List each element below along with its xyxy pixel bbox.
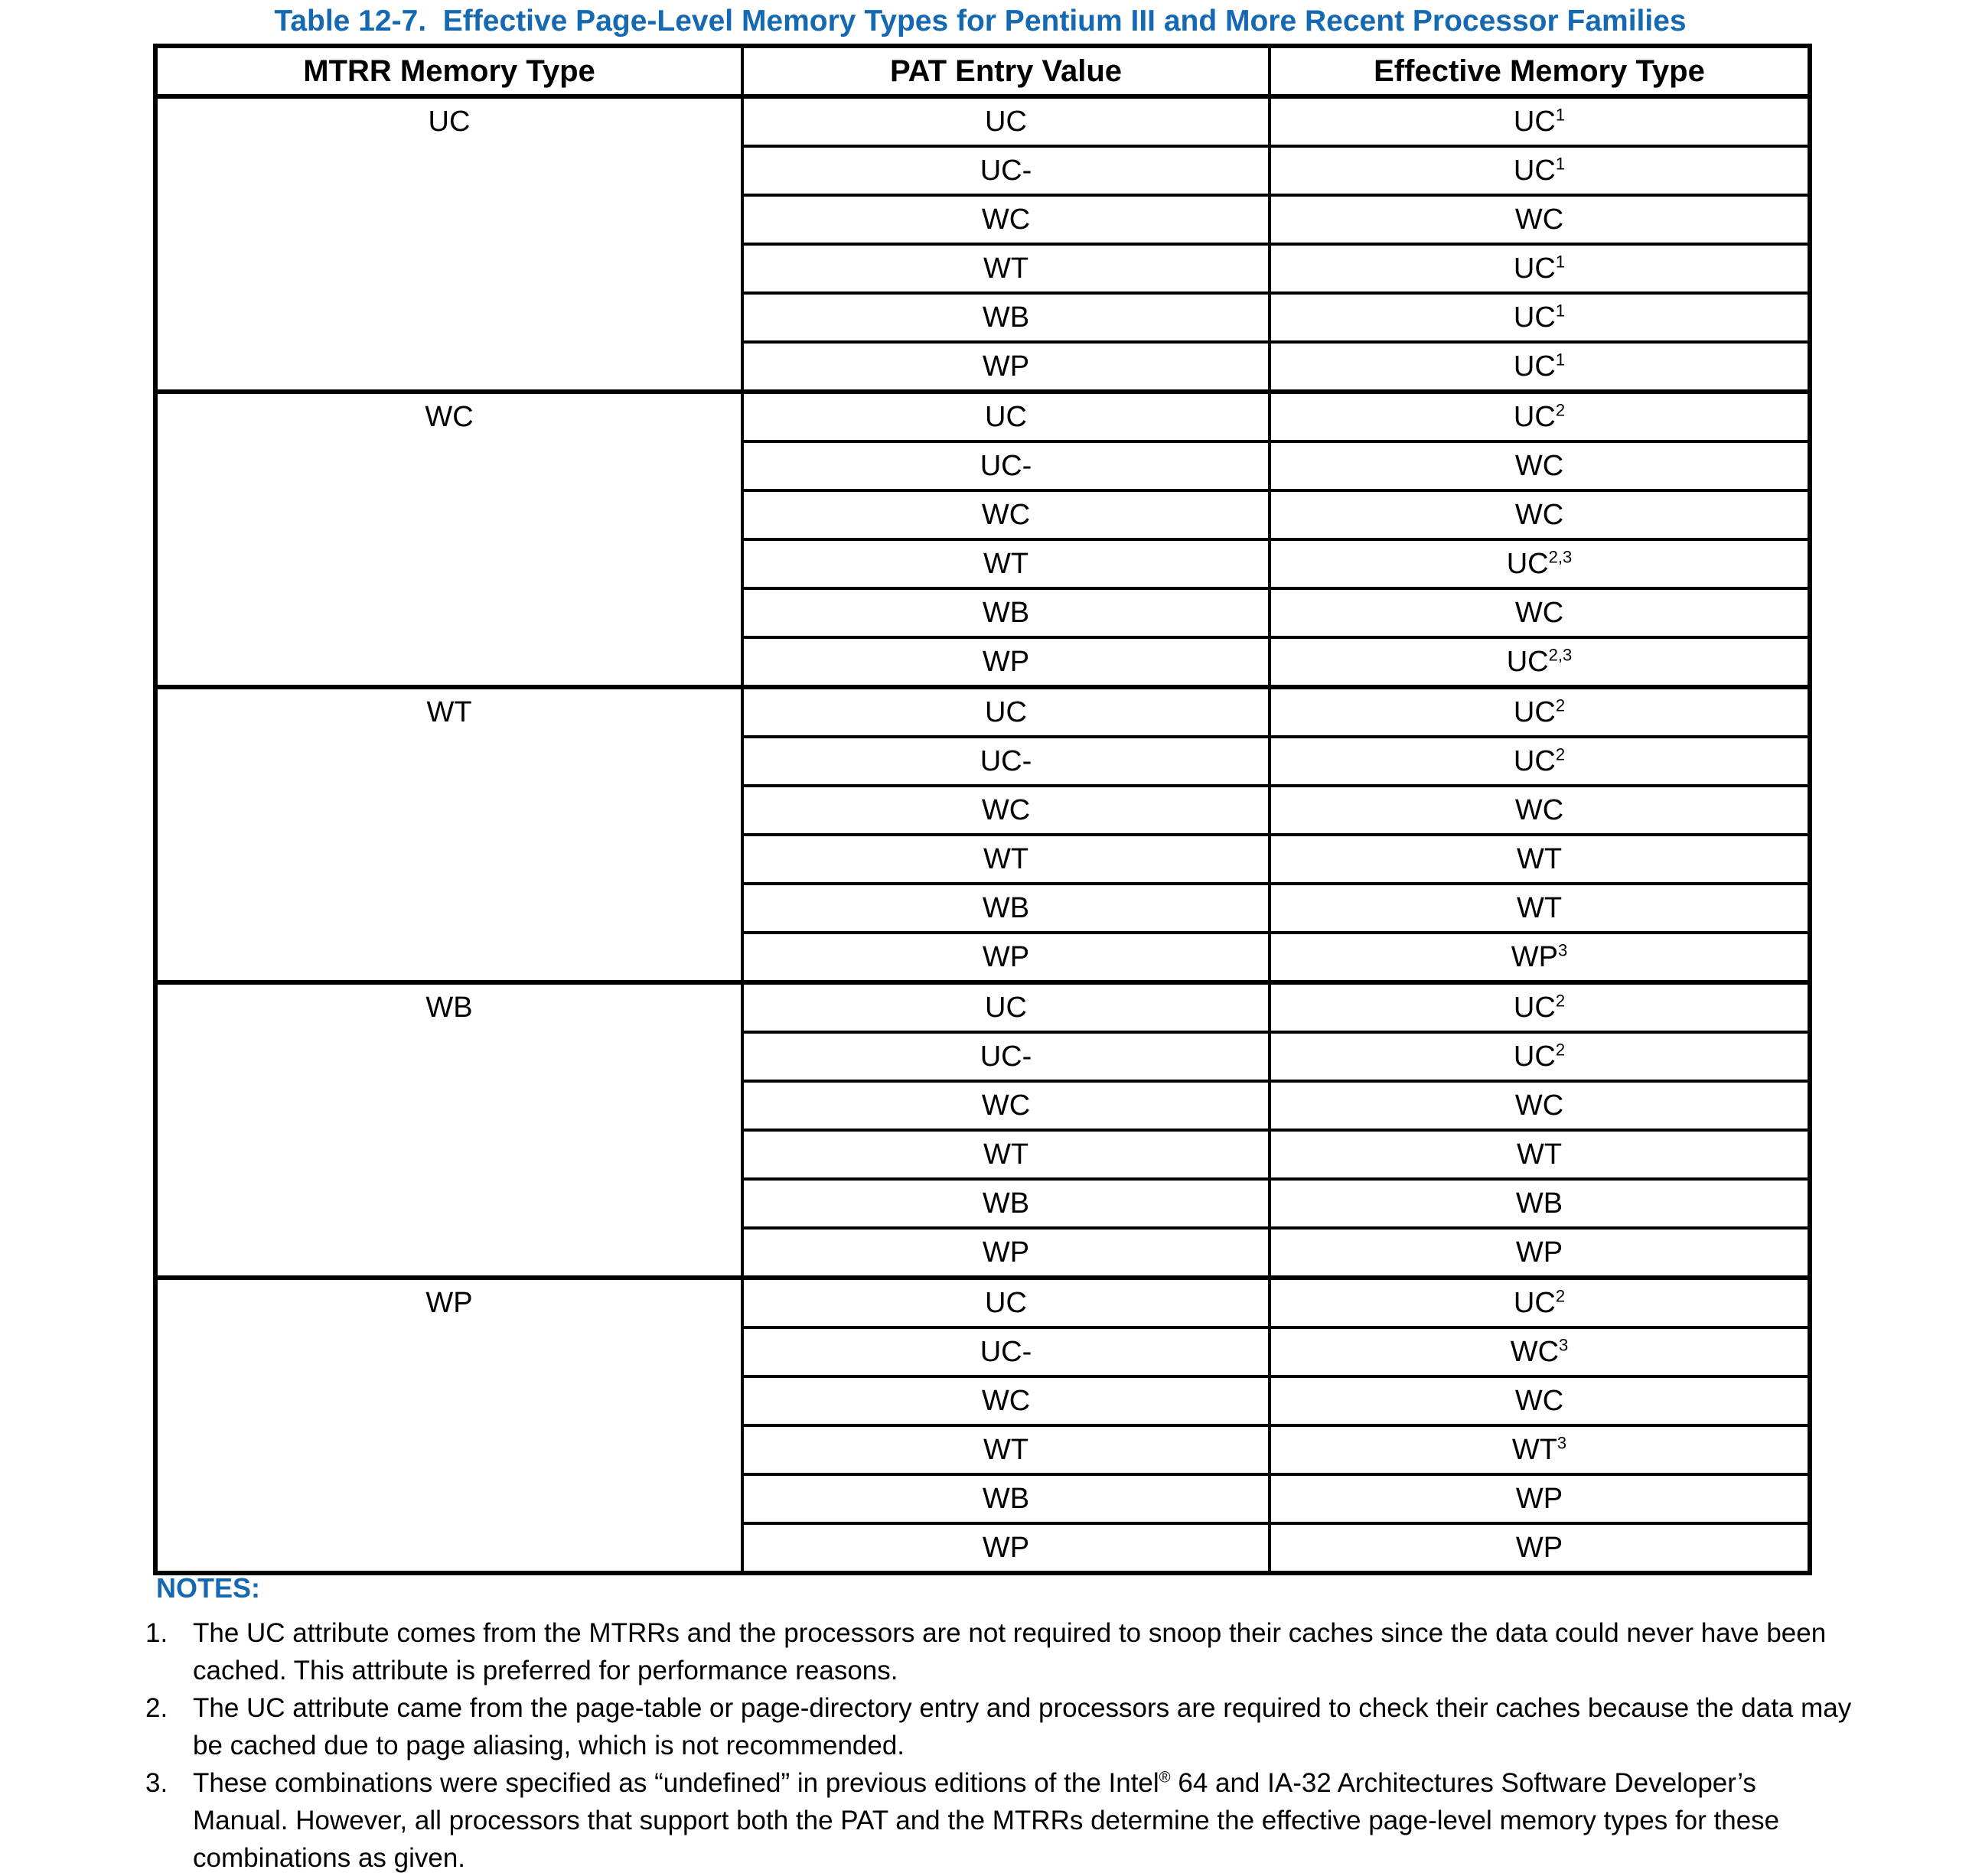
effective-type-cell: WP	[1270, 1523, 1810, 1573]
note-number: 1.	[145, 1618, 168, 1648]
effective-type-cell: UC$^1$	[1270, 244, 1810, 293]
effective-type-cell: WC	[1270, 195, 1810, 244]
table-row	[155, 687, 1810, 737]
registered-mark: ®	[1159, 1769, 1171, 1786]
mtrr-type-cell: UC	[155, 96, 742, 392]
col-header-pat-entry-value: PAT Entry Value	[742, 46, 1270, 96]
effective-type-cell: WC	[1270, 588, 1810, 637]
effective-type-cell: UC$^1$	[1270, 146, 1810, 195]
footnote-ref: 2	[1555, 991, 1566, 1011]
pat-entry-cell: WP	[742, 1523, 1270, 1573]
pat-entry-cell: WP	[742, 342, 1270, 392]
footnote-ref: 2	[1555, 1286, 1566, 1306]
footnote-ref: 2,3	[1548, 547, 1573, 567]
pat-entry-cell: WC	[742, 1081, 1270, 1130]
pat-entry-cell: WC	[742, 786, 1270, 835]
pat-entry-cell: WB	[742, 588, 1270, 637]
effective-type-cell: UC$^{2,3}$	[1270, 539, 1810, 588]
effective-type-cell: WC	[1270, 1376, 1810, 1425]
effective-type-cell: WC$^3$	[1270, 1327, 1810, 1376]
col-header-mtrr-memory-type: MTRR Memory Type	[155, 46, 742, 96]
footnote-ref: 2,3	[1548, 645, 1573, 665]
effective-type-cell: WC	[1270, 490, 1810, 539]
note-item-1	[145, 1614, 1856, 1689]
pat-entry-cell: WB	[742, 884, 1270, 933]
mtrr-type-cell: WP	[155, 1278, 742, 1573]
pat-entry-cell: UC-	[742, 441, 1270, 490]
footnote-ref: 1	[1555, 105, 1566, 125]
col-header-effective-memory-type: Effective Memory Type	[1270, 46, 1810, 96]
footnote-ref: 2	[1555, 695, 1566, 715]
pat-entry-cell: UC-	[742, 146, 1270, 195]
pat-entry-cell: WT	[742, 244, 1270, 293]
effective-type-cell: WC	[1270, 1081, 1810, 1130]
effective-type-cell: WT	[1270, 835, 1810, 884]
pat-entry-cell: UC	[742, 392, 1270, 441]
effective-type-cell: UC$^2$	[1270, 687, 1810, 737]
pat-entry-cell: WT	[742, 539, 1270, 588]
memory-types-table	[153, 44, 1812, 1575]
effective-type-cell: UC$^2$	[1270, 1278, 1810, 1327]
effective-type-cell: WB	[1270, 1179, 1810, 1228]
effective-type-cell: WP	[1270, 1228, 1810, 1278]
note-number: 3.	[145, 1768, 168, 1798]
note-item-2	[145, 1689, 1856, 1764]
footnote-ref: 2	[1555, 1040, 1566, 1060]
pat-entry-cell: WP	[742, 1228, 1270, 1278]
footnote-ref: 3	[1557, 1433, 1567, 1453]
pat-entry-cell: WP	[742, 637, 1270, 687]
footnote-ref: 3	[1557, 940, 1568, 960]
effective-type-cell: WT	[1270, 1130, 1810, 1179]
pat-entry-cell: UC-	[742, 737, 1270, 786]
notes-heading: NOTES:	[156, 1572, 261, 1604]
effective-type-cell: WP$^3$	[1270, 933, 1810, 982]
pat-entry-cell: WC	[742, 1376, 1270, 1425]
pat-entry-cell: UC-	[742, 1032, 1270, 1081]
note-text: The UC attribute came from the page-table or page-directory entry and processors are required to check their caches because the data may be cached due to page aliasing, which is not recommended.	[193, 1693, 1852, 1760]
footnote-ref: 2	[1555, 400, 1566, 420]
pat-entry-cell: UC-	[742, 1327, 1270, 1376]
pat-entry-cell: UC	[742, 96, 1270, 146]
pat-entry-cell: WB	[742, 1179, 1270, 1228]
effective-type-cell: UC$^2$	[1270, 982, 1810, 1032]
footnote-ref: 1	[1555, 154, 1566, 174]
table-row	[155, 1278, 1810, 1327]
effective-type-cell: WT$^3$	[1270, 1425, 1810, 1474]
effective-type-cell: UC$^1$	[1270, 342, 1810, 392]
mtrr-type-cell: WC	[155, 392, 742, 687]
effective-type-cell: WC	[1270, 786, 1810, 835]
effective-type-cell: UC$^2$	[1270, 392, 1810, 441]
pat-entry-cell: UC	[742, 1278, 1270, 1327]
notes-section	[145, 1573, 1856, 1876]
note-text: These combinations were specified as “undefined” in previous editions of the Intel® 64 and IA-32 Architectures Software Developer’s Manual. However, all processors that support both the PAT and the MTRRs determine the effective page-level memory types for these combinations as given.	[193, 1768, 1780, 1873]
pat-entry-cell: UC	[742, 687, 1270, 737]
effective-type-cell: UC$^2$	[1270, 737, 1810, 786]
footnote-ref: 1	[1555, 301, 1566, 321]
mtrr-type-cell: WT	[155, 687, 742, 982]
note-number: 2.	[145, 1693, 168, 1723]
effective-type-cell: WP	[1270, 1474, 1810, 1523]
effective-type-cell: WT	[1270, 884, 1810, 933]
table-row	[155, 982, 1810, 1032]
footnote-ref: 3	[1559, 1335, 1569, 1355]
table-row	[155, 392, 1810, 441]
pat-entry-cell: WB	[742, 293, 1270, 342]
effective-type-cell: WC	[1270, 441, 1810, 490]
effective-type-cell: UC$^1$	[1270, 293, 1810, 342]
footnote-ref: 1	[1555, 350, 1566, 370]
footnote-ref: 2	[1555, 744, 1566, 764]
pat-entry-cell: WT	[742, 835, 1270, 884]
table-row	[155, 96, 1810, 146]
pat-entry-cell: WC	[742, 195, 1270, 244]
footnote-ref: 1	[1555, 252, 1566, 272]
header-row	[155, 46, 1810, 96]
mtrr-type-cell: WB	[155, 982, 742, 1278]
pat-entry-cell: WC	[742, 490, 1270, 539]
pat-entry-cell: WB	[742, 1474, 1270, 1523]
page-title: Table 12-7. Effective Page-Level Memory Types for Pentium III and More Recent Processor Families	[274, 5, 1687, 37]
effective-type-cell: UC$^2$	[1270, 1032, 1810, 1081]
note-text: The UC attribute comes from the MTRRs and the processors are not required to snoop their caches since the data could never have been cached. This attribute is preferred for performance reasons.	[193, 1618, 1827, 1685]
pat-entry-cell: UC	[742, 982, 1270, 1032]
effective-type-cell: UC$^{2,3}$	[1270, 637, 1810, 687]
pat-entry-cell: WT	[742, 1425, 1270, 1474]
pat-entry-cell: WT	[742, 1130, 1270, 1179]
note-item-3	[145, 1764, 1856, 1876]
pat-entry-cell: WP	[742, 933, 1270, 982]
effective-type-cell: UC$^1$	[1270, 96, 1810, 146]
